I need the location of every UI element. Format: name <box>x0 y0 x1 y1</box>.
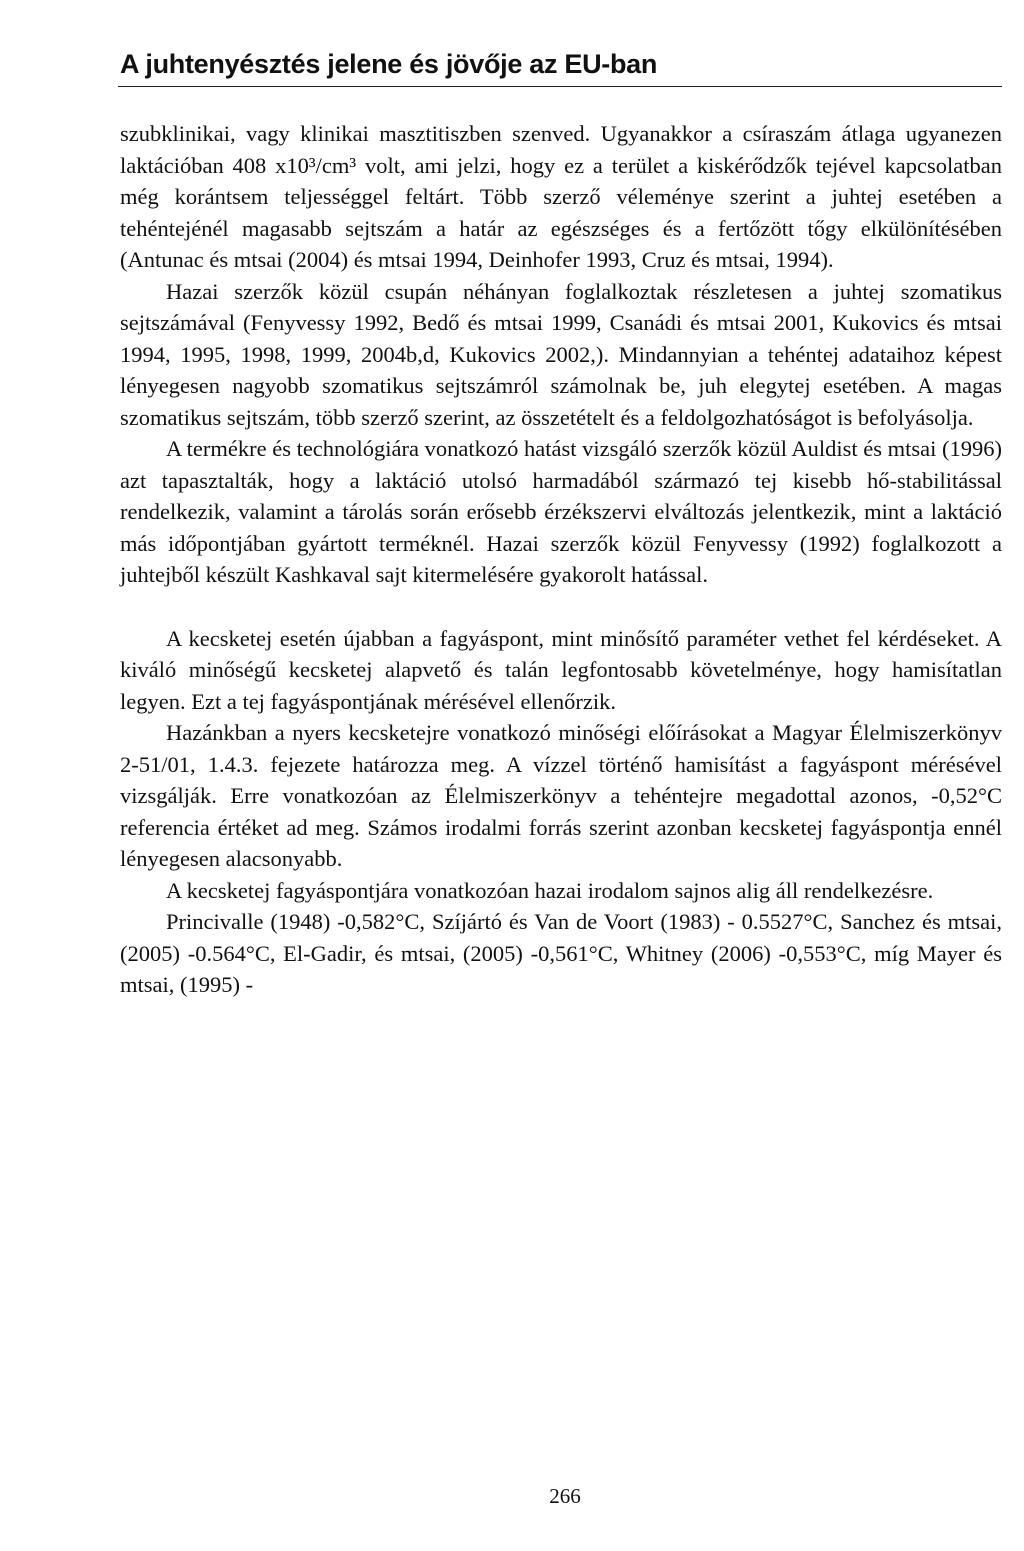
body-text <box>120 118 1002 1001</box>
header-rule <box>118 86 1002 87</box>
paragraph-masztitisz: szubklinikai, vagy klinikai masztitiszben szenved. Ugyanakkor a csíraszám átlaga ugyanezen laktációban 408 x10³/cm³ volt, ami jelzi, hogy ez a terület a kiskérődzők tejével kapcsolatban még korántsem teljességgel feltárt. Több szerző véleménye szerint a juhtej esetében a tehéntejénél magasabb sejtszám a határ az egészséges és a fertőzött tőgy elkülönítésében (Antunac és mtsai (2004) és mtsai 1994, Deinhofer 1993, Cruz és mtsai, 1994). <box>120 121 1002 272</box>
paragraph-kecsketej-fagyaspont: A kecsketej esetén újabban a fagyáspont, mint minősítő paraméter vethet fel kérdéseket. A kiváló minőségű kecsketej alapvető és talán legfontosabb követelménye, hogy hamisítatlan legyen. Ezt a tej fagyáspontjának mérésével ellenőrzik. <box>120 625 1002 714</box>
page-number: 266 <box>549 1484 581 1508</box>
paragraph-hazai-irodalom: A kecsketej fagyáspontjára vonatkozóan hazai irodalom sajnos alig áll rendelkezésre. <box>166 877 934 903</box>
paragraph-technologia: A termékre és technológiára vonatkozó hatást vizsgáló szerzők közül Auldist és mtsai (1996) azt tapasztalták, hogy a laktáció utolsó harmadából származó tej kisebb hő-stabilitással rendelkezik, valamint a tárolás során erősebb érzékszervi elváltozás jelentkezik, mint a laktáció más időpontjában gyártott terméknél. Hazai szerzők közül Fenyvessy (1992) foglalkozott a juhtejből készült Kashkaval sajt kitermelésére gyakorolt hatással. <box>120 436 1003 587</box>
paragraph-fagyaspont-ertekek: Princivalle (1948) -0,582°C, Szíjártó és Van de Voort (1983) - 0.5527°C, Sanchez és mtsai, (2005) -0.564°C, El-Gadir, és mtsai, (2005) -0,561°C, Whitney (2006) -0,553°C, míg Mayer és mtsai, (1995) - <box>120 909 1002 997</box>
running-header: A juhtenyésztés jelene és jövője az EU-ban <box>120 49 658 79</box>
paragraph-elelmiszerkonyv: Hazánkban a nyers kecsketejre vonatkozó minőségi előírásokat a Magyar Élelmiszerkönyv 2-51/01, 1.4.3. fejezete határozza meg. A vízzel történő hamisítást a fagyáspont mérésével vizsgálják. Erre vonatkozóan az Élelmiszerkönyv a tehéntejre megadottal azonos, -0,52°C referencia értéket ad meg. Számos irodalmi forrás szerint azonban kecsketej fagyáspontja ennél lényegesen alacsonyabb. <box>120 720 1002 871</box>
paragraph-hazai-szerzok: Hazai szerzők közül csupán néhányan foglalkoztak részletesen a juhtej szomatikus sejtszámával (Fenyvessy 1992, Bedő és mtsai 1999, Csanádi és mtsai 2001, Kukovics és mtsai 1994, 1995, 1998, 1999, 2004b,d, Kukovics 2002,). Mindannyian a tehéntej adataihoz képest lényegesen nagyobb szomatikus sejtszámról számolnak be, juh elegytej esetében. A magas szomatikus sejtszám, több szerző szerint, az összetételt és a feldolgozhatóságot is befolyásolja. <box>120 278 1002 430</box>
